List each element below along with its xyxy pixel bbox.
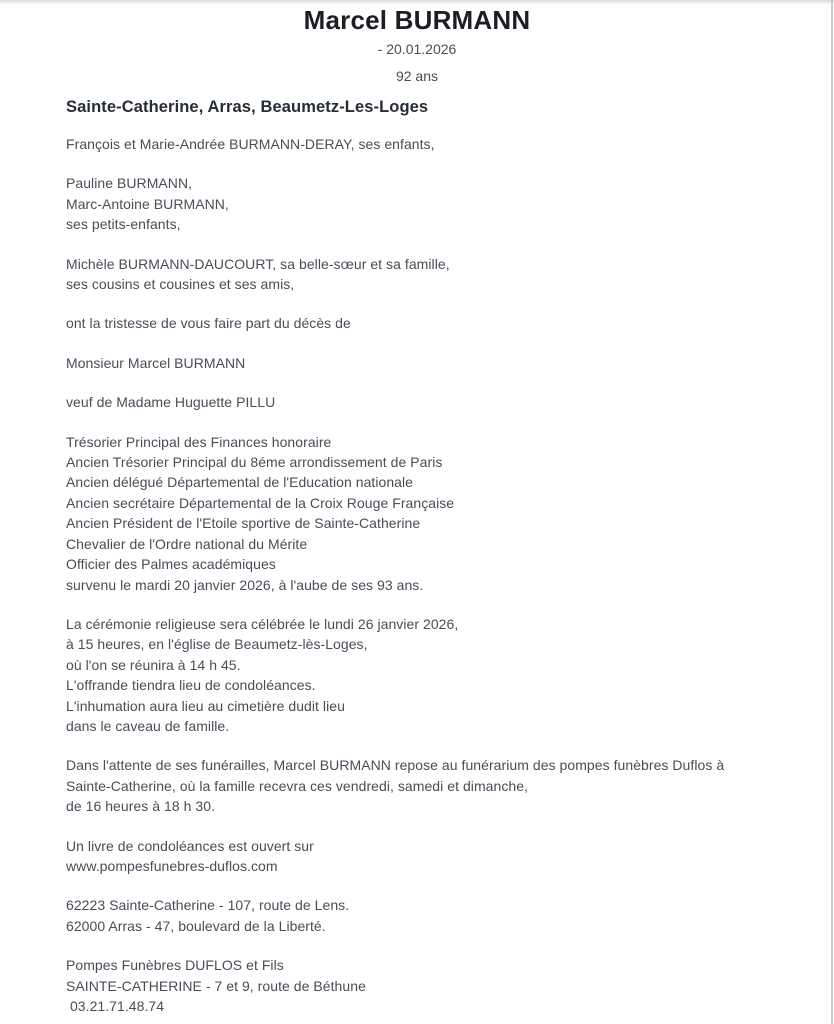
- page-edge-line: [831, 0, 833, 1024]
- text-line: ses cousins et cousines et ses amis,: [66, 276, 295, 293]
- text-line: Ancien délégué Départemental de l'Education nationale: [66, 474, 414, 491]
- text-line: où l'on se réunira à 14 h 45.: [66, 656, 241, 673]
- text-line: 03.21.71.48.74: [66, 998, 165, 1014]
- paragraph: [66, 614, 768, 736]
- text-line: Pauline BURMANN,: [66, 175, 193, 192]
- text-line: La cérémonie religieuse sera célébrée le lundi 26 janvier 2026,: [66, 615, 459, 632]
- notice-body: [66, 134, 768, 1016]
- paragraph: [66, 392, 768, 412]
- text-line: Ancien Président de l'Etoile sportive de Sainte-Catherine: [66, 515, 421, 532]
- text-line: Trésorier Principal des Finances honoraire: [66, 433, 332, 450]
- paragraph: [66, 254, 768, 295]
- paragraph: [66, 755, 768, 816]
- paragraph: [66, 955, 768, 1016]
- text-line: survenu le mardi 20 janvier 2026, à l'aube de ses 93 ans.: [66, 576, 424, 593]
- text-line: ont la tristesse de vous faire part du décès de: [66, 315, 351, 332]
- text-line: Officier des Palmes académiques: [66, 556, 276, 573]
- text-line: à 15 heures, en l'église de Beaumetz-lès-Loges,: [66, 636, 368, 653]
- text-line: ses petits-enfants,: [66, 216, 181, 233]
- text-line: Pompes Funèbres DUFLOS et Fils: [66, 957, 284, 974]
- locations-heading: Sainte-Catherine, Arras, Beaumetz-Les-Loges: [66, 98, 429, 116]
- text-line: Ancien secrétaire Départemental de la Croix Rouge Française: [66, 494, 455, 511]
- text-line: Ancien Trésorier Principal du 8éme arrondissement de Paris: [66, 454, 443, 471]
- text-line: www.pompesfunebres-duflos.com: [66, 857, 278, 874]
- paragraph: [66, 173, 768, 234]
- death-date: - 20.01.2026: [377, 41, 457, 57]
- age-line: 92 ans: [395, 68, 439, 84]
- text-line: François et Marie-Andrée BURMANN-DERAY, ses enfants,: [66, 136, 435, 152]
- text-line: Michèle BURMANN-DAUCOURT, sa belle-sœur et sa famille,: [66, 255, 450, 272]
- text-line: Monsieur Marcel BURMANN: [66, 354, 246, 371]
- paragraph: [66, 432, 768, 595]
- paragraph: [66, 313, 768, 333]
- text-line: dans le caveau de famille.: [66, 717, 230, 734]
- text-line: SAINTE-CATHERINE - 7 et 9, route de Béthune: [66, 977, 366, 994]
- text-line: L'offrande tiendra lieu de condoléances.: [66, 677, 316, 694]
- text-line: de 16 heures à 18 h 30.: [66, 798, 216, 815]
- text-line: Marc-Antoine BURMANN,: [66, 195, 229, 212]
- text-line: Dans l'attente de ses funérailles, Marcel BURMANN repose au funérarium des pompes funèbres Duflos à: [66, 757, 725, 774]
- text-line: veuf de Madame Huguette PILLU: [66, 394, 276, 411]
- text-line: Sainte-Catherine, où la famille recevra ces vendredi, samedi et dimanche,: [66, 777, 528, 794]
- text-line: 62223 Sainte-Catherine - 107, route de Lens.: [66, 897, 350, 914]
- text-line: Chevalier de l'Ordre national du Mérite: [66, 535, 308, 552]
- page-title: Marcel BURMANN: [303, 5, 531, 35]
- text-line: 62000 Arras - 47, boulevard de la Liberté.: [66, 917, 326, 934]
- text-line: Un livre de condoléances est ouvert sur: [66, 837, 314, 854]
- paragraph: [66, 895, 768, 936]
- paragraph: [66, 353, 768, 373]
- paragraph: [66, 134, 768, 154]
- text-line: L'inhumation aura lieu au cimetière dudit lieu: [66, 697, 345, 714]
- paragraph: [66, 836, 768, 877]
